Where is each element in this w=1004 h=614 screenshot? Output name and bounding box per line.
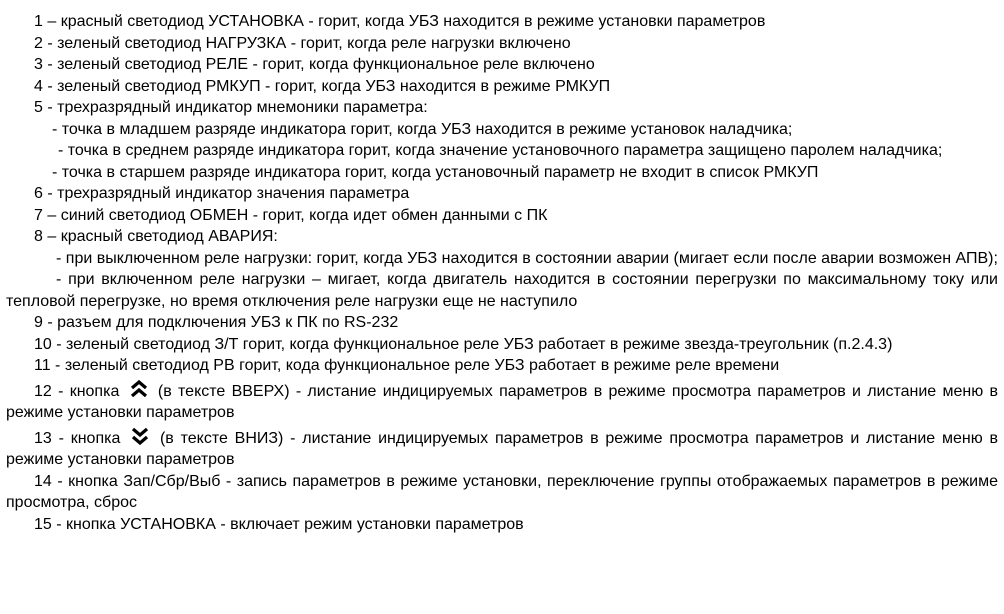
item-15: 15 - кнопка УСТАНОВКА - включает режим установки параметров	[34, 515, 524, 533]
item-12-text: (в тексте ВВЕРХ) - листание индицируемых параметров в режиме просмотра параметров и листание меню в режиме установки параметров	[6, 382, 998, 421]
item-6: 6 - трехразрядный индикатор значения параметра	[34, 185, 410, 202]
item-7: 7 – синий светодиод ОБМЕН - горит, когда идет обмен данными с ПК	[34, 206, 548, 224]
item-5: 5 - трехразрядный индикатор мнемоники параметра:	[34, 99, 428, 116]
double-chevron-up-icon	[129, 379, 149, 399]
double-chevron-down-icon	[130, 426, 150, 446]
item-1: 1 – красный светодиод УСТАНОВКА - горит, когда УБЗ находится в режиме установки параметров	[34, 13, 766, 30]
item-12-label: 12 - кнопка	[34, 382, 120, 400]
item-2: 2 - зеленый светодиод НАГРУЗКА - горит, когда реле нагрузки включено	[34, 34, 571, 52]
item-10: 10 - зеленый светодиод З/Т горит, когда функциональное реле УБЗ работает в режиме звезда-треугольник (п.2.4.3)	[34, 335, 893, 353]
item-14: 14 - кнопка Зап/Сбр/Выб - запись параметров в режиме установки, переключение группы отображаемых параметров в режиме просмотра, сброс	[6, 472, 998, 511]
item-12	[6, 379, 998, 424]
item-9: 9 - разъем для подключения УБЗ к ПК по RS-232	[34, 314, 399, 331]
item-8-sub-b: - при включенном реле нагрузки – мигает, когда двигатель находится в состоянии перегрузки по максимальному току или тепловой перегрузке, но время отключения реле нагрузки еще не наступило	[6, 271, 998, 310]
item-5-sub-b: - точка в среднем разряде индикатора горит, когда значение установочного параметра защищено паролем наладчика;	[58, 142, 943, 159]
item-13-label: 13 - кнопка	[34, 429, 121, 447]
item-11: 11 - зеленый светодиод РВ горит, кода функциональное реле УБЗ работает в режиме реле времени	[34, 357, 780, 374]
item-13-text: (в тексте ВНИЗ) - листание индицируемых параметров в режиме просмотра параметров и листание меню в режиме установки параметров	[6, 429, 998, 468]
item-8-sub-a: - при выключенном реле нагрузки: горит, когда УБЗ находится в состоянии аварии (мигает если после аварии возможен АПВ);	[56, 249, 998, 267]
item-5-sub-c: - точка в старшем разряде индикатора горит, когда установочный параметр не входит в список РМКУП	[52, 163, 819, 181]
item-8: 8 – красный светодиод АВАРИЯ:	[34, 228, 278, 245]
item-3: 3 - зеленый светодиод РЕЛЕ - горит, когда функциональное реле включено	[34, 56, 595, 73]
item-13	[6, 426, 998, 471]
item-5-sub-a: - точка в младшем разряде индикатора горит, когда УБЗ находится в режиме установок наладчика;	[52, 120, 793, 138]
item-4: 4 - зеленый светодиод РМКУП - горит, когда УБЗ находится в режиме РМКУП	[34, 77, 611, 95]
